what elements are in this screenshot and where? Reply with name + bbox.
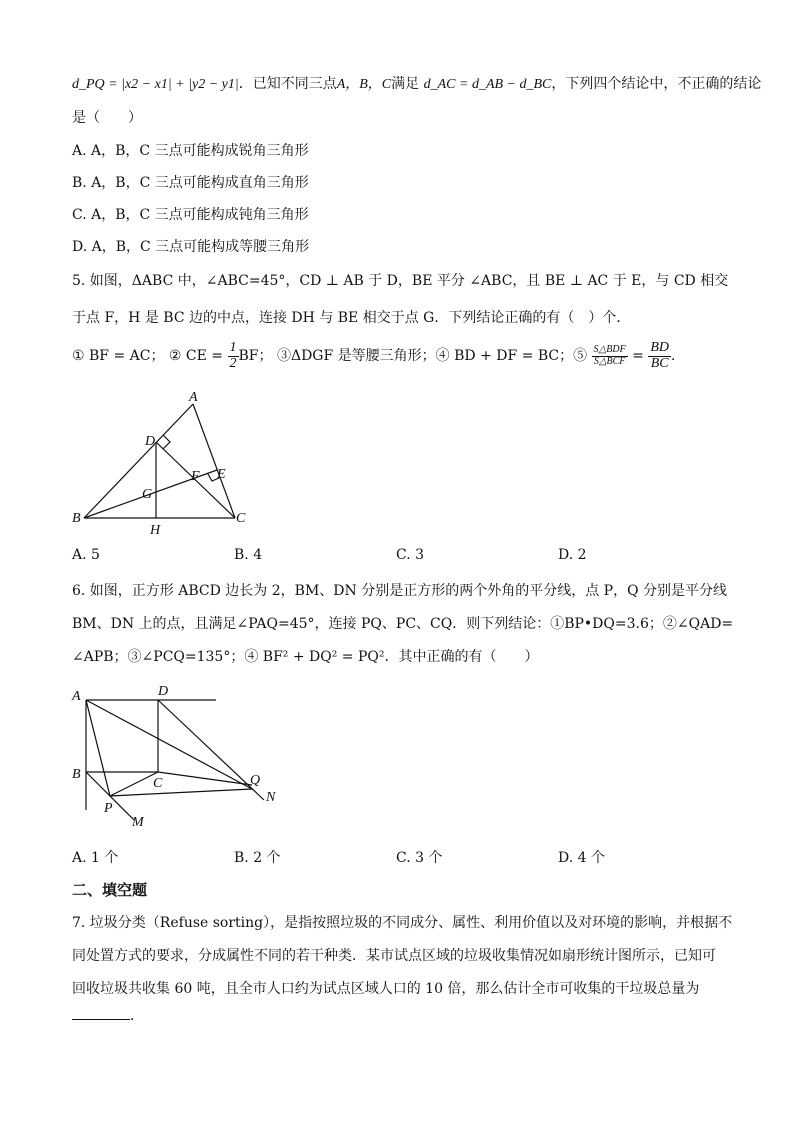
q5-option-c: C. 3: [396, 547, 425, 563]
q5-conclusion-5-post: ．: [671, 348, 685, 365]
q5-half-num: 1: [229, 340, 237, 355]
label-d: D: [158, 684, 169, 699]
q7-stem-line-1: 7. 垃圾分类（Refuse sorting），是指按照垃圾的不同成分、属性、利用价值以及对环境的影响，并根据不: [72, 915, 733, 931]
q5-area-fraction: [592, 345, 628, 367]
q6-stem-line-3: ∠APB；③∠PCQ=135°；④ BF² + DQ² = PQ²．其中正确的有（ ）: [72, 649, 539, 665]
q4-option-c: C. A，B，C 三点可能构成钝角三角形: [72, 207, 309, 223]
label-e: E: [217, 467, 226, 482]
label-a: A: [189, 390, 198, 405]
q5-conclusion-5-pre: ⑤: [573, 348, 588, 365]
q6-option-d: D. 4 个: [558, 850, 605, 866]
q5-option-b: B. 4: [234, 547, 263, 563]
label-b: B: [72, 767, 81, 782]
segment-pc: [110, 772, 158, 796]
label-b: B: [72, 511, 81, 526]
q5-area-den: S△BCF: [593, 355, 626, 367]
label-h: H: [150, 523, 161, 538]
q5-area-num: S△BDF: [593, 344, 626, 356]
q5-ratio-fraction: [648, 341, 671, 371]
label-g: G: [142, 487, 153, 502]
q7-stem-line-2: 同处置方式的要求，分成属性不同的若干种类．某市试点区域的垃圾收集情况如扇形统计图所示，已知可: [72, 948, 716, 964]
q4-stem-a: ．已知不同三点: [238, 76, 337, 92]
label-d: D: [145, 434, 156, 449]
q5-stem-line-2: 于点 F，H 是 BC 边的中点，连接 DH 与 BE 相交于点 G．下列结论正确的有（ ）个．: [72, 310, 631, 326]
q6-option-a: A. 1 个: [72, 850, 119, 866]
q5-conclusions: [72, 341, 685, 371]
q6-options: [72, 847, 732, 867]
label-f: F: [191, 469, 200, 484]
q7-answer-line: [72, 1005, 144, 1025]
label-c: C: [236, 511, 246, 526]
q5-equals: =: [632, 348, 644, 365]
label-q: Q: [250, 773, 261, 788]
q5-stem-line-1: 5. 如图，ΔABC 中，∠ABC=45°，CD ⊥ AB 于 D，BE 平分 ∠ABC，且 BE ⊥ AC 于 E，与 CD 相交: [72, 273, 729, 289]
q5-half-den: 2: [229, 355, 237, 371]
label-m: M: [132, 815, 144, 830]
q6-stem-line-1: 6. 如图，正方形 ABCD 边长为 2，BM、DN 分别是正方形的两个外角的平分线，点 P，Q 分别是平分线: [72, 583, 728, 599]
q5-triangle-figure: [60, 390, 270, 540]
q5-conclusion-2-pre: ② CE =: [168, 348, 224, 365]
q5-option-d: D. 2: [558, 547, 587, 563]
q4-option-b: B. A，B，C 三点可能构成直角三角形: [72, 175, 309, 191]
q5-conclusion-4: ④ BD + DF = BC；: [435, 348, 574, 365]
q5-conclusion-2-post: BF；: [238, 348, 273, 365]
q4-option-d: D. A，B，C 三点可能构成等腰三角形: [72, 239, 310, 255]
q4-stem-c: ，下列四个结论中，不正确的结论: [551, 76, 762, 92]
q5-option-a: A. 5: [72, 547, 100, 563]
q5-options: [72, 547, 732, 563]
q4-stem-b: 满足: [391, 76, 420, 92]
q4-points: A，B，C: [336, 77, 392, 92]
section-title-fill-in: 二、填空题: [72, 881, 148, 899]
q4-stem-line-1: [72, 73, 761, 93]
segment-c-extended: [158, 772, 252, 785]
segment-dn: [158, 700, 264, 800]
label-p: P: [104, 801, 113, 816]
q4-stem-d: 是（ ）: [72, 110, 142, 126]
q7-end-mark: ．: [130, 1008, 144, 1024]
q7-stem-line-3: 回收垃圾共收集 60 吨，且全市人口约为试点区域人口的 10 倍，那么估计全市可收集的干垃圾总量为: [72, 981, 700, 997]
q4-option-a: A. A，B，C 三点可能构成锐角三角形: [72, 143, 309, 159]
q5-conclusion-1: ① BF = AC；: [72, 348, 165, 365]
q4-formula: d_PQ = |x2 − x1| + |y2 − y1|: [72, 77, 239, 92]
label-n: N: [266, 790, 276, 805]
q6-square-figure: [62, 680, 292, 830]
q6-stem-line-2: BM、DN 上的点，且满足∠PAQ=45°，连接 PQ、PC、CQ．则下列结论：①BP•DQ=3.6；②∠QAD=: [72, 616, 734, 632]
segment-ac: [193, 404, 235, 518]
segment-ap: [86, 700, 110, 796]
segment-ba: [84, 404, 193, 518]
q5-ratio-num: BD: [650, 340, 669, 355]
q5-half-fraction: [228, 341, 239, 371]
label-c: C: [153, 776, 163, 791]
label-a: A: [72, 689, 81, 704]
segment-pq: [110, 789, 252, 796]
q5-conclusion-3: ③ΔDGF 是等腰三角形；: [276, 348, 436, 365]
q6-option-b: B. 2 个: [234, 850, 281, 866]
q5-ratio-den: BC: [650, 355, 669, 371]
q6-option-c: C. 3 个: [396, 850, 443, 866]
q7-answer-blank[interactable]: [72, 1005, 130, 1020]
right-angle-d: [163, 435, 170, 449]
segment-aq: [86, 700, 252, 789]
q4-condition: d_AC = d_AB − d_BC: [423, 77, 552, 92]
